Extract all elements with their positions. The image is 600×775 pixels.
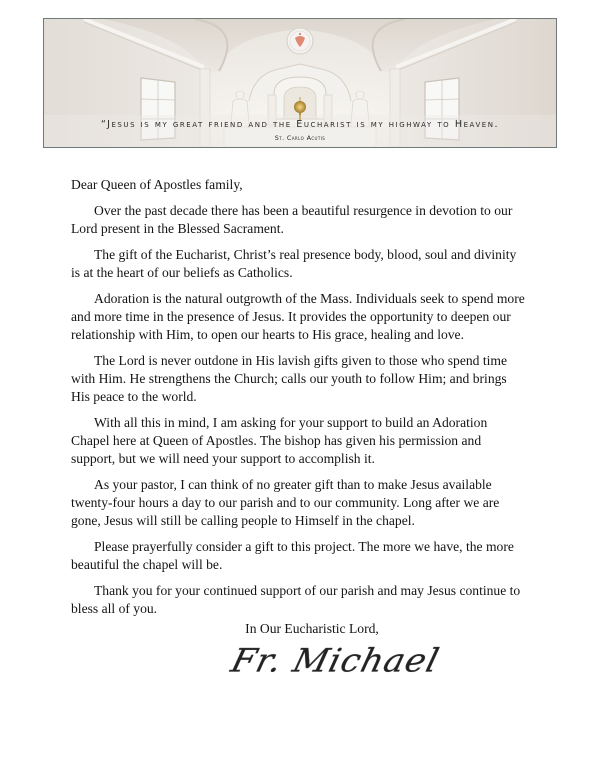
banner-quote: “Jesus is my great friend and the Eucharist is my highway to Heaven. [100,119,500,130]
paragraph-line: Lord present in the Blessed Sacrament. [71,221,284,236]
paragraph-line: Chapel here at Queen of Apostles. The bishop has given his permission and [71,433,482,448]
paragraph-line: The gift of the Eucharist, Christ’s real presence body, blood, soul and divinity [94,247,517,262]
signature-text: Fr. Michael [227,642,444,680]
paragraph-line: His peace to the world. [71,389,197,404]
paragraph-line: Adoration is the natural outgrowth of the Mass. Individuals seek to spend more [94,291,525,306]
signature [227,639,444,683]
paragraph-line: twenty-four hours a day to our parish and to our community. Long after we are [71,495,500,510]
paragraph-line: gone, Jesus will still be calling people to Himself in the chapel. [71,513,415,528]
paragraph-line: As your pastor, I can think of no greater gift than to make Jesus available [94,477,492,492]
paragraph-line: Over the past decade there has been a beautiful resurgence in devotion to our [94,203,513,218]
paragraph-line: and more time in the presence of Jesus. It provides the opportunity to deepen our [71,309,511,324]
header-banner-image [43,18,557,148]
paragraph-line: relationship with Him, to open our hearts to His grace, healing and love. [71,327,464,342]
paragraph [71,352,541,406]
paragraph [71,290,541,344]
paragraph-line: bless all of you. [71,601,158,616]
paragraph-line: support, but we will need your support to accomplish it. [71,451,375,466]
paragraph [71,246,541,282]
paragraph [71,476,541,530]
paragraph-line: Thank you for your continued support of our parish and may Jesus continue to [94,583,521,598]
paragraph [71,538,541,574]
letter-closing: In Our Eucharistic Lord, [245,621,379,636]
paragraph-line: with Him. He strengthens the Church; calls our youth to follow Him; and brings [71,371,507,386]
banner-quote-attribution: St. Carlo Acutis [274,134,326,142]
paragraph [71,414,541,468]
paragraph [71,202,541,238]
paragraph-line: is at the heart of our beliefs as Catholics. [71,265,293,280]
paragraph [71,582,541,618]
paragraph-line: The Lord is never outdone in His lavish gifts given to those who spend time [94,353,508,368]
paragraph-line: beautiful the chapel will be. [71,557,223,572]
paragraph-line: Please prayerfully consider a gift to this project. The more we have, the more [94,539,514,554]
letter-greeting: Dear Queen of Apostles family, [71,177,243,192]
letter-body [71,176,541,626]
paragraph-line: With all this in mind, I am asking for your support to build an Adoration [94,415,488,430]
